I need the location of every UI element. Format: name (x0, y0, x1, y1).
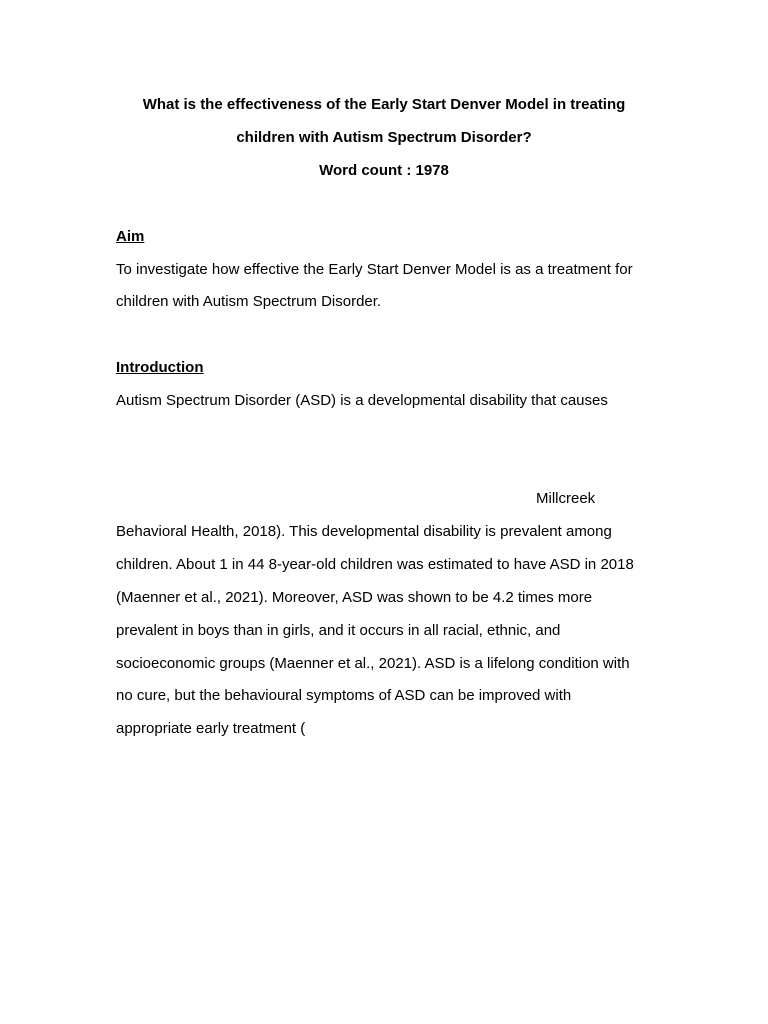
aim-line-2: children with Autism Spectrum Disorder. (116, 293, 382, 310)
introduction-fragment: Millcreek (536, 490, 596, 507)
introduction-line-6: no cure, but the behavioural symptoms of ASD can be improved with (116, 687, 572, 704)
introduction-line-3: (Maenner et al., 2021). Moreover, ASD was shown to be 4.2 times more (116, 589, 593, 606)
introduction-heading: Introduction (116, 359, 204, 376)
introduction-first-line: Autism Spectrum Disorder (ASD) is a developmental disability that causes (116, 392, 608, 409)
introduction-line-1: Behavioral Health, 2018). This developmental disability is prevalent among (116, 523, 612, 540)
introduction-line-4: prevalent in boys than in girls, and it occurs in all racial, ethnic, and (116, 622, 561, 639)
introduction-line-5: socioeconomic groups (Maenner et al., 2021). ASD is a lifelong condition with (116, 655, 630, 672)
aim-line-1: To investigate how effective the Early Start Denver Model is as a treatment for (116, 261, 633, 278)
document-title-line-1: What is the effectiveness of the Early Start Denver Model in treating (142, 96, 626, 113)
word-count: Word count : 1978 (319, 162, 449, 179)
document-title-line-2: children with Autism Spectrum Disorder? (236, 129, 532, 146)
introduction-line-7: appropriate early treatment ( (116, 720, 306, 737)
introduction-line-2: children. About 1 in 44 8-year-old children was estimated to have ASD in 2018 (116, 556, 634, 573)
aim-heading: Aim (116, 228, 145, 245)
